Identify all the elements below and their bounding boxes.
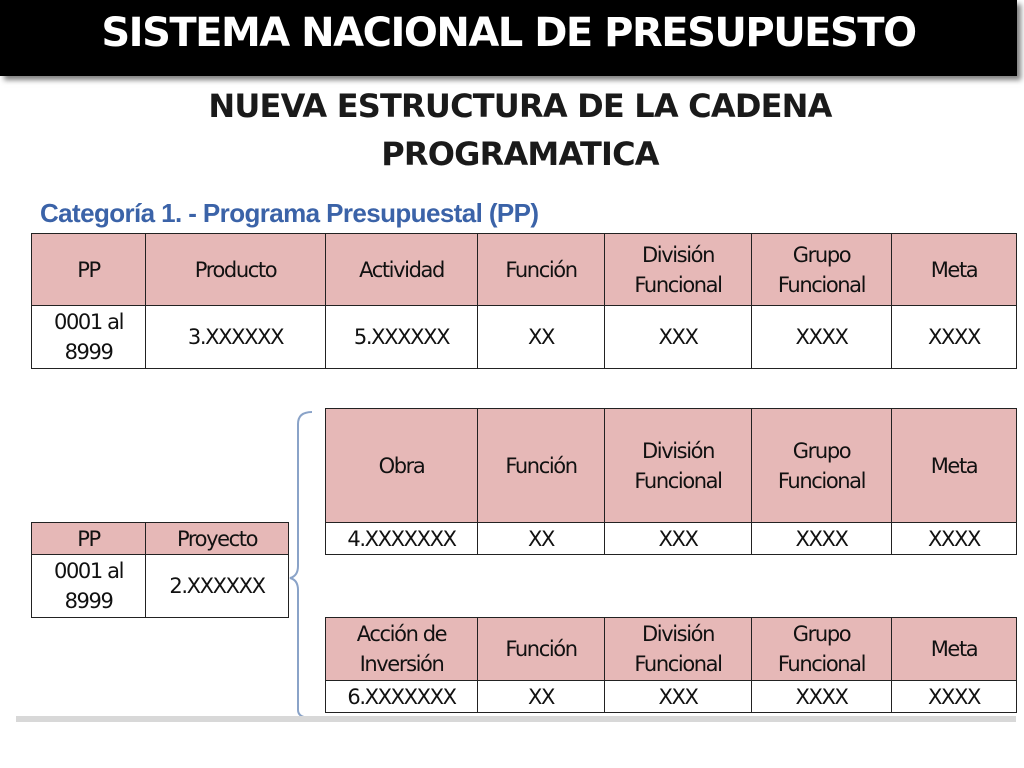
table-cell: 4.XXXXXXX bbox=[326, 523, 478, 555]
title-banner bbox=[0, 0, 1017, 76]
table-cell: 2.XXXXXX bbox=[146, 555, 289, 618]
header-cell: Grupo Funcional bbox=[752, 618, 892, 681]
header-cell: Función bbox=[478, 234, 605, 306]
table-cell: XX bbox=[478, 681, 605, 713]
table-accion-inversion bbox=[325, 617, 1017, 713]
header-cell: Proyecto bbox=[146, 523, 289, 555]
header-cell: Actividad bbox=[326, 234, 478, 306]
category-title: Categoría 1. - Programa Presupuestal (PP) bbox=[40, 198, 539, 228]
bottom-divider bbox=[16, 716, 1016, 722]
table-obra bbox=[325, 408, 1017, 555]
header-cell: Función bbox=[478, 618, 605, 681]
header-cell: Producto bbox=[146, 234, 326, 306]
table-row bbox=[32, 555, 289, 618]
table-cell: 0001 al 8999 bbox=[32, 555, 146, 618]
table-cell: XXXX bbox=[752, 523, 892, 555]
header-cell: Meta bbox=[892, 409, 1017, 523]
header-cell: PP bbox=[32, 523, 146, 555]
header-cell: Grupo Funcional bbox=[752, 409, 892, 523]
table-header-row bbox=[326, 409, 1017, 523]
table-cell: XX bbox=[478, 523, 605, 555]
header-cell: Acción de Inversión bbox=[326, 618, 478, 681]
subtitle-line-1: NUEVA ESTRUCTURA DE LA CADENA bbox=[208, 87, 832, 125]
table-cell: XXX bbox=[605, 681, 752, 713]
table-cell: 0001 al 8999 bbox=[32, 306, 146, 369]
table-cell: 3.XXXXXX bbox=[146, 306, 326, 369]
table-cell: XXXX bbox=[892, 681, 1017, 713]
slide-title: SISTEMA NACIONAL DE PRESUPUESTO bbox=[101, 10, 916, 56]
header-cell: Meta bbox=[892, 234, 1017, 306]
table-cell: XX bbox=[478, 306, 605, 369]
table-cell: XXXX bbox=[892, 523, 1017, 555]
table-cell: XXX bbox=[605, 523, 752, 555]
header-cell: Grupo Funcional bbox=[752, 234, 892, 306]
header-cell: División Funcional bbox=[605, 234, 752, 306]
table-cell: 5.XXXXXX bbox=[326, 306, 478, 369]
slide-subtitle bbox=[150, 82, 890, 178]
table-cell: XXXX bbox=[752, 306, 892, 369]
header-cell: Función bbox=[478, 409, 605, 523]
table-header-row bbox=[326, 618, 1017, 681]
header-cell: División Funcional bbox=[605, 409, 752, 523]
table-header-row bbox=[32, 234, 1017, 306]
table-proyecto bbox=[31, 522, 289, 618]
table-programa-presupuestal bbox=[31, 233, 1017, 369]
subtitle-line-2: PROGRAMATICA bbox=[381, 135, 659, 173]
table-row bbox=[32, 306, 1017, 369]
table-header-row bbox=[32, 523, 289, 555]
table-row bbox=[326, 523, 1017, 555]
brace-connector bbox=[288, 410, 318, 720]
header-cell: Meta bbox=[892, 618, 1017, 681]
header-cell: PP bbox=[32, 234, 146, 306]
table-cell: XXXX bbox=[892, 306, 1017, 369]
table-cell: XXXX bbox=[752, 681, 892, 713]
header-cell: Obra bbox=[326, 409, 478, 523]
table-cell: XXX bbox=[605, 306, 752, 369]
table-row bbox=[326, 681, 1017, 713]
header-cell: División Funcional bbox=[605, 618, 752, 681]
table-cell: 6.XXXXXXX bbox=[326, 681, 478, 713]
